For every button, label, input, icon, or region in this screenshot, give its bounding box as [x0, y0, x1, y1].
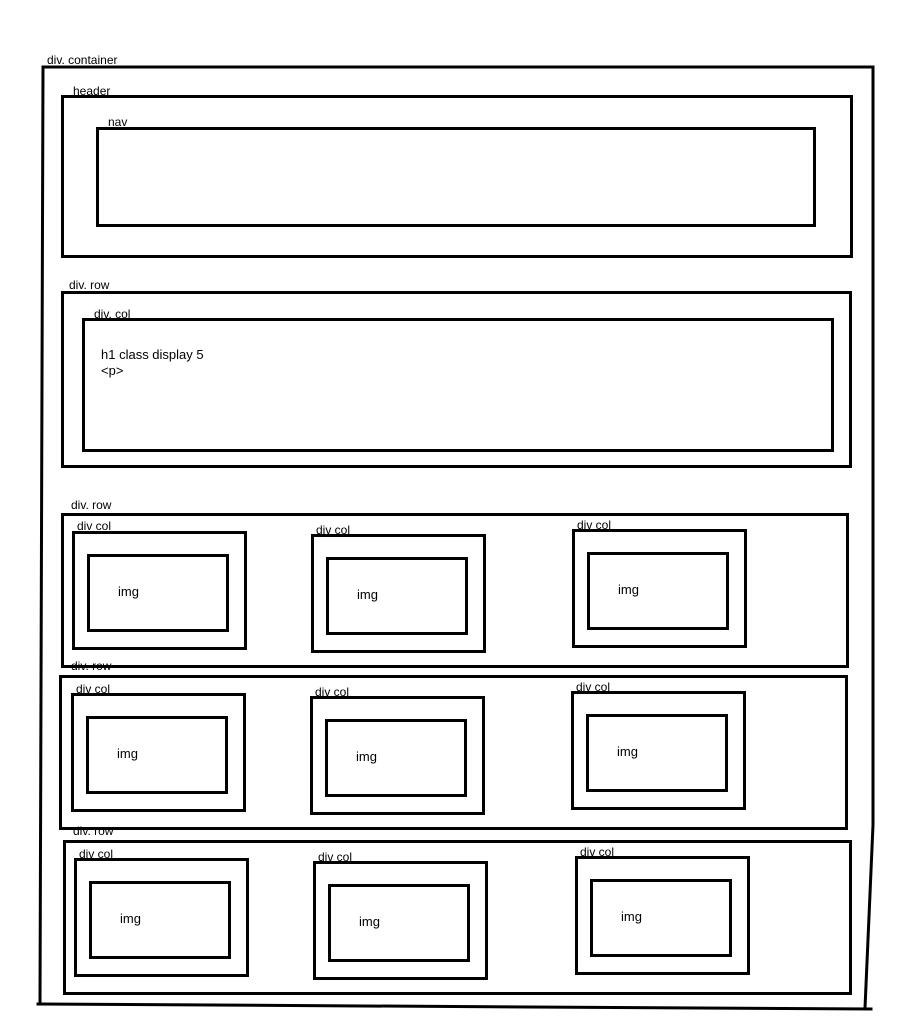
gallery-row-3-col-2-img-label: img [359, 914, 380, 929]
gallery-row-2-col-1-img-label: img [117, 746, 138, 761]
intro-row-label: div. row [69, 278, 110, 292]
gallery-row-3-col-1-img [89, 881, 231, 959]
gallery-row-3-label: div. row [73, 824, 114, 838]
gallery-row-3-col-3-img [590, 879, 732, 957]
paragraph-placeholder: <p> [101, 363, 124, 378]
gallery-row-1-col-2-img-label: img [357, 587, 378, 602]
gallery-row-2-col-3-img-label: img [617, 744, 638, 759]
gallery-row-3-col-2-label: div col [318, 850, 353, 864]
gallery-row-3-col-3-img-label: img [621, 909, 642, 924]
gallery-row-1-col-2-img [326, 557, 468, 635]
gallery-row-1-col-2-label: div col [316, 523, 351, 537]
intro-col-label: div. col [94, 307, 131, 321]
gallery-row-3-col-1-img-label: img [120, 911, 141, 926]
gallery-row-1-col-3-img [587, 552, 729, 630]
intro-col-box [82, 318, 834, 452]
nav-label: nav [108, 115, 128, 129]
gallery-row-1-col-1-img [87, 554, 229, 632]
gallery-row-2-col-1-label: div col [76, 682, 111, 696]
gallery-row-1-col-1-label: div col [77, 519, 112, 533]
gallery-row-2-col-2-img-label: img [356, 749, 377, 764]
heading-placeholder: h1 class display 5 [101, 347, 204, 362]
gallery-row-2-col-2-label: div col [315, 685, 350, 699]
header-label: header [73, 84, 111, 98]
gallery-row-2-col-3-label: div col [576, 680, 611, 694]
gallery-row-1-col-1-img-label: img [118, 584, 139, 599]
gallery-row-2-col-1-img [86, 716, 228, 794]
gallery-row-2-col-2-img [325, 719, 467, 797]
gallery-row-3-col-3-label: div col [580, 845, 615, 859]
gallery-row-1-label: div. row [71, 498, 112, 512]
gallery-row-3-col-2-img [328, 884, 470, 962]
container-label: div. container [47, 53, 118, 67]
gallery-row-1-col-3-label: div col [577, 518, 612, 532]
gallery-row-1-col-3-img-label: img [618, 582, 639, 597]
nav-box [96, 127, 816, 227]
gallery-row-2-col-3-img [586, 714, 728, 792]
gallery-row-2-label: div. row [71, 659, 112, 673]
gallery-row-3-col-1-label: div col [79, 847, 114, 861]
